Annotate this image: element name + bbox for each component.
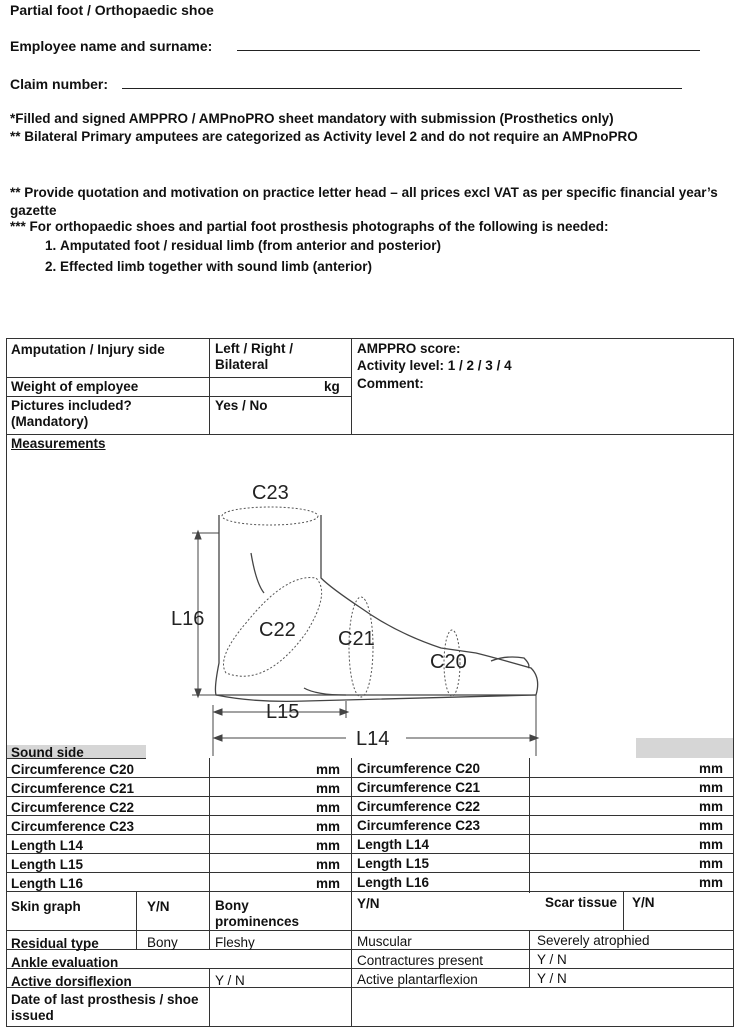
- right-l15-unit: mm: [699, 856, 724, 871]
- right-l15-label: Length L15: [357, 856, 430, 871]
- active-plantarflexion-yn[interactable]: Y / N: [537, 971, 567, 986]
- active-dorsiflexion-yn[interactable]: Y / N: [215, 973, 245, 988]
- contractures-yn[interactable]: Y / N: [537, 952, 567, 967]
- date-last-prosthesis-field[interactable]: [210, 988, 733, 1026]
- right-c22-unit: mm: [699, 799, 724, 814]
- left-c20-label: Circumference C20: [11, 762, 135, 777]
- left-l14-label: Length L14: [11, 838, 84, 853]
- residual-severely-atrophied[interactable]: Severely atrophied: [537, 933, 650, 948]
- pictures-options[interactable]: Yes / No: [215, 398, 268, 413]
- bony-prominences-label: Bony prominences: [215, 898, 300, 929]
- residual-type-label: Residual type: [11, 936, 99, 951]
- left-c23-unit: mm: [316, 819, 341, 834]
- foot-measurement-diagram: [156, 473, 556, 758]
- scar-tissue-yn[interactable]: Y/N: [632, 895, 655, 910]
- side-options[interactable]: Left / Right / Bilateral: [215, 341, 293, 372]
- employee-name-label: Employee name and surname:: [10, 38, 213, 54]
- list-item: 2. Effected limb together with sound limb (anterior): [60, 256, 441, 277]
- label-c21: C21: [338, 628, 375, 650]
- active-dorsiflexion-label: Active dorsiflexion: [11, 974, 132, 989]
- skin-graph-yn[interactable]: Y/N: [147, 899, 170, 914]
- label-l16: L16: [171, 608, 205, 630]
- pictures-label: Pictures included? (Mandatory): [11, 398, 132, 429]
- right-l16-label: Length L16: [357, 875, 430, 890]
- right-c21-label: Circumference C21: [357, 780, 481, 795]
- left-l16-label: Length L16: [11, 876, 84, 891]
- amputation-side-label: Amputation / Injury side: [11, 342, 165, 357]
- label-l15: L15: [266, 701, 300, 723]
- claim-number-field[interactable]: [122, 88, 682, 89]
- label-c22: C22: [259, 619, 296, 641]
- right-c22-label: Circumference C22: [357, 799, 481, 814]
- list-item: 1. Amputated foot / residual limb (from anterior and posterior): [60, 235, 441, 256]
- right-c23-label: Circumference C23: [357, 818, 481, 833]
- skin-graph-label: Skin graph: [11, 899, 81, 914]
- contractures-label: Contractures present: [357, 953, 484, 968]
- left-l15-unit: mm: [316, 857, 341, 872]
- note-bilateral: ** Bilateral Primary amputees are categorized as Activity level 2 and do not require an AMPnoPRO: [10, 129, 638, 144]
- left-l14-unit: mm: [316, 838, 341, 853]
- note-amppro: *Filled and signed AMPPRO / AMPnoPRO sheet mandatory with submission (Prosthetics only): [10, 111, 614, 126]
- assessment-table: [6, 338, 734, 1027]
- left-c21-unit: mm: [316, 781, 341, 796]
- right-l16-unit: mm: [699, 875, 724, 890]
- label-c23: C23: [252, 482, 289, 504]
- weight-label: Weight of employee: [11, 379, 139, 394]
- left-c21-label: Circumference C21: [11, 781, 135, 796]
- left-c20-unit: mm: [316, 762, 341, 777]
- right-c23-unit: mm: [699, 818, 724, 833]
- residual-muscular[interactable]: Muscular: [357, 934, 412, 949]
- left-c22-unit: mm: [316, 800, 341, 815]
- activity-level-options[interactable]: Activity level: 1 / 2 / 3 / 4: [357, 358, 512, 373]
- measurements-title: Measurements: [11, 436, 106, 451]
- photo-requirements-list: [0, 235, 441, 277]
- residual-bony[interactable]: Bony: [147, 935, 178, 950]
- label-l14: L14: [356, 728, 390, 750]
- left-c23-label: Circumference C23: [11, 819, 135, 834]
- amppro-score-label: AMPPRO score:: [357, 341, 461, 356]
- right-l14-unit: mm: [699, 837, 724, 852]
- right-l14-label: Length L14: [357, 837, 430, 852]
- sound-side-label: Sound side: [11, 745, 84, 760]
- date-last-prosthesis-label: Date of last prosthesis / shoe issued: [11, 992, 199, 1023]
- form-title: Partial foot / Orthopaedic shoe: [10, 2, 214, 18]
- active-plantarflexion-label: Active plantarflexion: [357, 972, 478, 987]
- ankle-evaluation-label: Ankle evaluation: [11, 955, 119, 970]
- weight-unit: kg: [324, 379, 340, 394]
- residual-fleshy[interactable]: Fleshy: [215, 935, 255, 950]
- right-c21-unit: mm: [699, 780, 724, 795]
- left-l15-label: Length L15: [11, 857, 84, 872]
- right-c20-label: Circumference C20: [357, 761, 481, 776]
- left-l16-unit: mm: [316, 876, 341, 891]
- left-c22-label: Circumference C22: [11, 800, 135, 815]
- bony-prominences-yn[interactable]: Y/N: [357, 896, 380, 911]
- right-c20-unit: mm: [699, 761, 724, 776]
- comment-label: Comment:: [357, 376, 424, 391]
- employee-name-field[interactable]: [237, 50, 700, 51]
- label-c20: C20: [430, 651, 467, 673]
- scar-tissue-label: Scar tissue: [544, 895, 617, 910]
- note-quotation: ** Provide quotation and motivation on practice letter head – all prices excl VAT as per specific financial year’s gazette: [10, 185, 718, 218]
- note-photographs: *** For orthopaedic shoes and partial foot prosthesis photographs of the following is needed:: [10, 219, 609, 234]
- claim-number-label: Claim number:: [10, 76, 109, 92]
